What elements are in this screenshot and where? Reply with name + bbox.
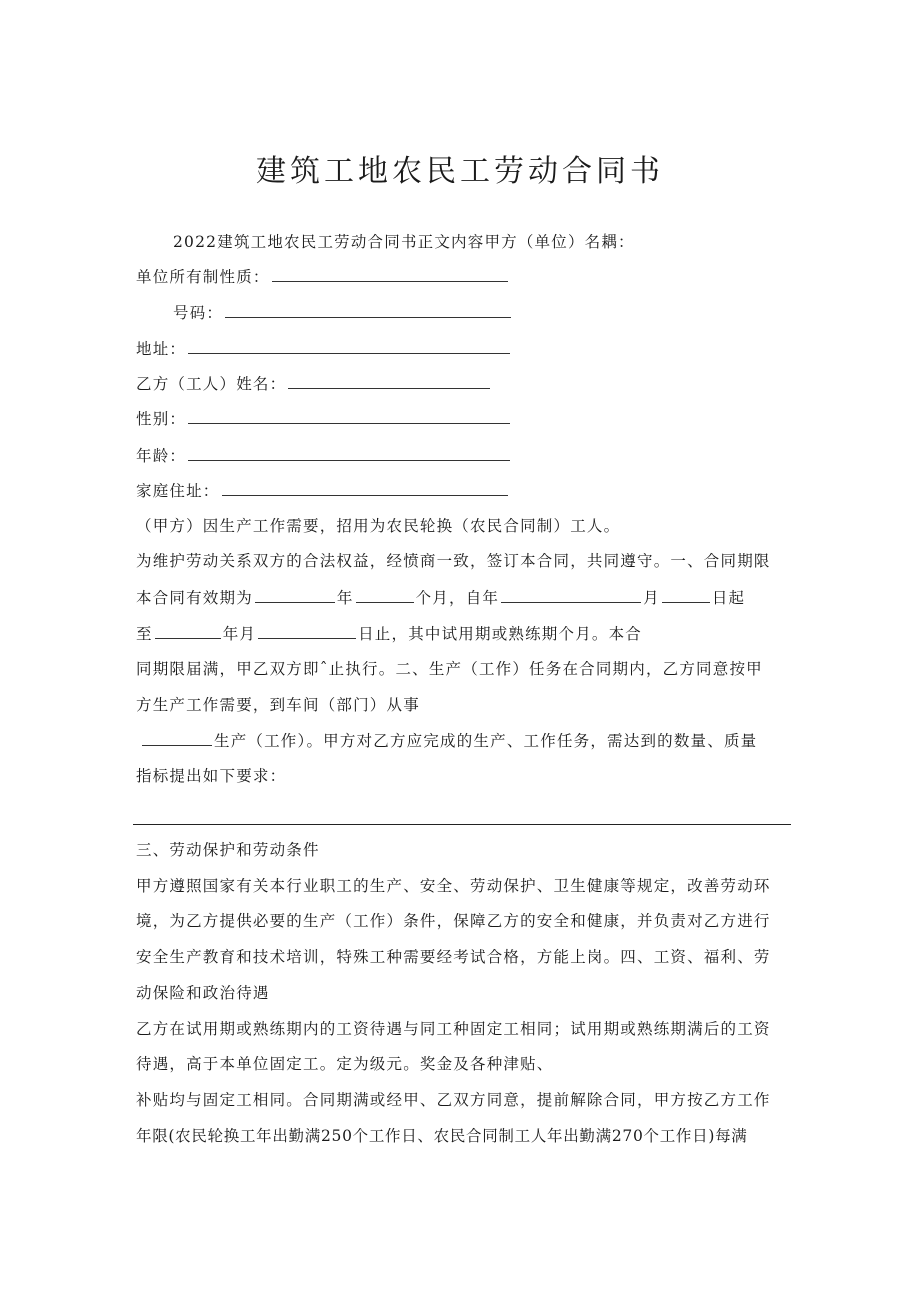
blank-line [155,624,221,639]
text-span: 年月 [222,625,257,643]
field-number-blank [225,303,511,318]
field-gender [136,409,512,429]
blank-line [501,588,641,603]
field-address [136,339,512,359]
paragraph-line: 动保险和政治待遇 [136,984,270,1002]
blank-line [258,624,356,639]
field-worker-name [136,374,492,394]
paragraph-line: 甲方遵照国家有关本行业职工的生产、安全、劳动保护、卫生健康等规定，改善劳动环 [136,877,771,895]
field-age-blank [188,446,510,461]
field-number-label: 号码： [173,304,224,322]
text-span: 生产（工作）。甲方对乙方应完成的生产、工作任务，需达到的数量、质量 [214,732,758,750]
field-address-blank [188,339,510,354]
field-ownership [136,267,510,287]
paragraph-line: 乙方在试用期或熟练期内的工资待遇与同工种固定工相同；试用期或熟练期满后的工资 [136,1020,771,1038]
paragraph-line: （甲方）因生产工作需要，招用为农民轮换（农民合同制）工人。 [136,517,621,535]
paragraph-line: 境，为乙方提供必要的生产（工作）条件，保障乙方的安全和健康，并负责对乙方进行 [136,912,771,930]
field-ownership-blank [272,267,508,282]
text-span: 月 [643,589,660,607]
paragraph-line: 方生产工作需要，到车间（部门）从事 [136,696,420,714]
text-span: 个月，自年 [415,589,500,607]
paragraph-line: 为维护劳动关系双方的合法权益，经愤商一致，签订本合同，共同遵守。一、合同期限 [136,552,771,570]
blank-line [142,731,212,746]
paragraph-line: 指标提出如下要求： [136,767,287,785]
section-divider [133,824,791,825]
paragraph-line: 年限(农民轮换工年出勤满250个工作日、农民合同制工人年出勤满270个工作日)每满 [136,1127,748,1145]
blank-line [255,588,335,603]
field-worker-name-label: 乙方（工人）姓名： [136,375,287,393]
text-span: 日止，其中试用期或熟练期个月。本合 [358,625,643,643]
field-age [136,446,512,466]
contract-end-line [136,624,642,644]
work-task-line [142,731,757,751]
paragraph-line: 同期限届满，甲乙双方即ˆ止执行。二、生产（工作）任务在合同期内，乙方同意按甲 [136,660,763,678]
field-address-label: 地址： [136,340,187,358]
field-home-address [136,481,510,501]
document-title: 建筑工地农民工劳动合同书 [256,154,664,189]
field-ownership-label: 单位所有制性质： [136,268,270,286]
field-number [173,303,513,323]
field-gender-label: 性别： [136,410,187,428]
intro-line: 2022建筑工地农民工劳动合同书正文内容甲方（单位）名耦： [173,233,635,251]
text-span: 本合同有效期为 [136,589,253,607]
field-home-address-label: 家庭住址： [136,482,220,500]
paragraph-line: 补贴均与固定工相同。合同期满或经甲、乙双方同意，提前解除合同，甲方按乙方工作 [136,1091,771,1109]
text-span: 日起 [711,589,746,607]
text-span: 年 [336,589,354,607]
paragraph-line: 待遇，高于本单位固定工。定为级元。奖金及各种津贴、 [136,1055,554,1073]
blank-line [356,588,414,603]
section-heading-3: 三、劳动保护和劳动条件 [136,841,320,859]
field-gender-blank [188,409,510,424]
text-span: 至 [136,625,153,643]
contract-term-line [136,588,745,608]
blank-line [662,588,710,603]
field-home-address-blank [222,481,508,496]
field-worker-name-blank [288,374,490,389]
paragraph-line: 安全生产教育和技术培训，特殊工种需要经考试合格，方能上岗。四、工资、福利、劳 [136,948,771,966]
field-age-label: 年龄： [136,447,187,465]
